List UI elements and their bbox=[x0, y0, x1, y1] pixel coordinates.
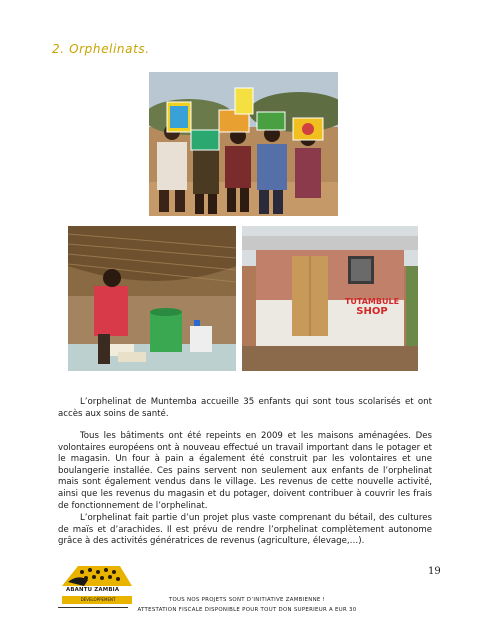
footer-line-2: ATTESTATION FISCALE DISPONIBLE POUR TOUT DON SUPERIEUR A EUR 30 bbox=[137, 607, 357, 613]
logo-name: ABANTU ZAMBIA bbox=[66, 587, 120, 593]
footer-line-1: TOUS NOS PROJETS SONT D’INITIATIVE ZAMBIENNE ! bbox=[168, 597, 326, 603]
logo-subtitle: DÉVELOPPEMENT bbox=[80, 597, 116, 602]
paragraph-3: L’orphelinat fait partie d’un projet plus vaste comprenant du bétail, des cultures de maïs et d’arachides. Il est prévu de rendre l’orphelinat complètement autonome grâce à des activités génératrices de revenus (agriculture, élevage,…). bbox=[58, 513, 432, 547]
children-with-drawings-photo bbox=[149, 72, 338, 216]
shop-photo bbox=[242, 226, 418, 371]
page-number: 19 bbox=[428, 566, 441, 577]
paragraph-1: L’orphelinat de Muntemba accueille 35 enfants qui sont tous scolarisés et ont accès aux soins de santé. bbox=[58, 397, 432, 419]
shop-sign-line2: SHOP bbox=[356, 306, 388, 317]
shop-sign-line1: TUTAMBULE bbox=[344, 297, 400, 306]
section-title: 2. Orphelinats. bbox=[52, 42, 150, 56]
paragraph-2: Tous les bâtiments ont été repeints en 2009 et les maisons aménagées. Des volontaires européens ont à nouveau effectué un travail important dans le potager et le magasin. Un four à pain a également été construit par les volontaires et une boulangerie installée. Ces pains servent non seulement aux enfants de l’orphelinat mais sont également vendus dans le village. Les revenus de cette nouvelle activité, ainsi que les revenus du magasin et du potager, doivent contribuer à couvrir les frais de fonctionnement de l’orphelinat. bbox=[58, 431, 432, 511]
bakery-photo bbox=[68, 226, 236, 371]
